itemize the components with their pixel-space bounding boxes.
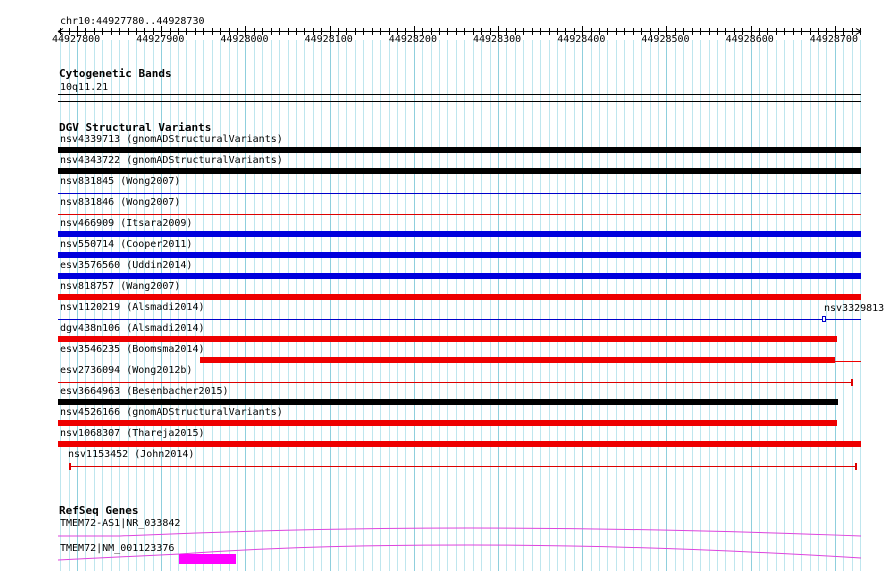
cyto-band-bottom	[58, 101, 861, 102]
track-title-dgv[interactable]: DGV Structural Variants	[59, 121, 212, 134]
dgv-variant-label[interactable]: esv3546235 (Boomsma2014)	[60, 344, 205, 355]
dgv-variant-label[interactable]: nsv4339713 (gnomADStructuralVariants)	[60, 134, 283, 145]
dgv-variant-label[interactable]: esv3576560 (Uddin2014)	[60, 260, 193, 271]
dgv-variant-feature[interactable]	[58, 214, 861, 215]
ruler-tick-label: 44928200	[388, 34, 437, 45]
ruler-tick-label: 44928700	[809, 34, 858, 45]
dgv-variant-label[interactable]: nsv1153452 (John2014)	[68, 449, 195, 460]
dgv-side-label[interactable]: nsv3329813	[824, 303, 885, 314]
cyto-band-top	[58, 94, 861, 95]
dgv-variant-label[interactable]: nsv4526166 (gnomADStructuralVariants)	[60, 407, 283, 418]
dgv-variant-feature[interactable]	[58, 147, 861, 153]
dgv-variant-label[interactable]: dgv438n106 (Alsmadi2014)	[60, 323, 205, 334]
dgv-variant-feature[interactable]	[58, 319, 861, 320]
dgv-variant-endcap	[855, 463, 857, 470]
dgv-variant-label[interactable]: nsv1120219 (Alsmadi2014)	[60, 302, 205, 313]
dgv-variant-label[interactable]: esv3664963 (Besenbacher2015)	[60, 386, 229, 397]
ruler-tick-label: 44928100	[304, 34, 353, 45]
dgv-variant-feature[interactable]	[200, 357, 835, 363]
ruler-tick-label: 44928500	[641, 34, 690, 45]
ruler-tick-label: 44928000	[220, 34, 269, 45]
dgv-variant-feature[interactable]	[58, 399, 838, 405]
dgv-variant-feature[interactable]	[58, 168, 861, 174]
track-title-refseq-genes[interactable]: RefSeq Genes	[59, 504, 139, 517]
dgv-variant-small-feature[interactable]	[822, 316, 826, 322]
dgv-variant-label[interactable]: esv2736094 (Wong2012b)	[60, 365, 193, 376]
dgv-variant-feature[interactable]	[69, 466, 856, 467]
dgv-variant-feature[interactable]	[58, 382, 851, 383]
dgv-variant-feature[interactable]	[58, 441, 861, 447]
dgv-variant-label[interactable]: nsv466909 (Itsara2009)	[60, 218, 193, 229]
dgv-variant-feature[interactable]	[58, 252, 861, 258]
ruler-region-label: chr10:44927780..44928730	[60, 16, 205, 27]
dgv-variant-label[interactable]: nsv550714 (Cooper2011)	[60, 239, 193, 250]
dgv-variant-feature[interactable]	[58, 273, 861, 279]
dgv-variant-endcap	[69, 463, 71, 470]
dgv-variant-feature[interactable]	[58, 336, 837, 342]
dgv-variant-endcap	[851, 379, 853, 386]
dgv-variant-label[interactable]: nsv831845 (Wong2007)	[60, 176, 181, 187]
dgv-variant-label[interactable]: nsv4343722 (gnomADStructuralVariants)	[60, 155, 283, 166]
ruler-tick-label: 44928600	[725, 34, 774, 45]
dgv-variant-feature[interactable]	[58, 294, 861, 300]
dgv-variant-feature[interactable]	[58, 193, 861, 194]
dgv-variant-label[interactable]: nsv818757 (Wang2007)	[60, 281, 181, 292]
ruler-tick-label: 44928400	[557, 34, 606, 45]
gene-label-tmem72-as1[interactable]: TMEM72-AS1|NR_033842	[60, 518, 181, 529]
cyto-band-label[interactable]: 10q11.21	[60, 82, 109, 93]
dgv-variant-label[interactable]: nsv1068307 (Thareja2015)	[60, 428, 205, 439]
ruler-tick-label: 44927900	[136, 34, 185, 45]
dgv-variant-feature[interactable]	[58, 420, 837, 426]
dgv-variant-tail	[835, 361, 861, 362]
track-title-cytogenetic-bands[interactable]: Cytogenetic Bands	[59, 67, 172, 80]
gene-label-tmem72[interactable]: TMEM72|NM_001123376	[60, 543, 175, 554]
dgv-variant-label[interactable]: nsv831846 (Wong2007)	[60, 197, 181, 208]
ruler-tick-label: 44928300	[473, 34, 522, 45]
ruler-tick-label: 44927800	[52, 34, 101, 45]
dgv-variant-feature[interactable]	[58, 231, 861, 237]
